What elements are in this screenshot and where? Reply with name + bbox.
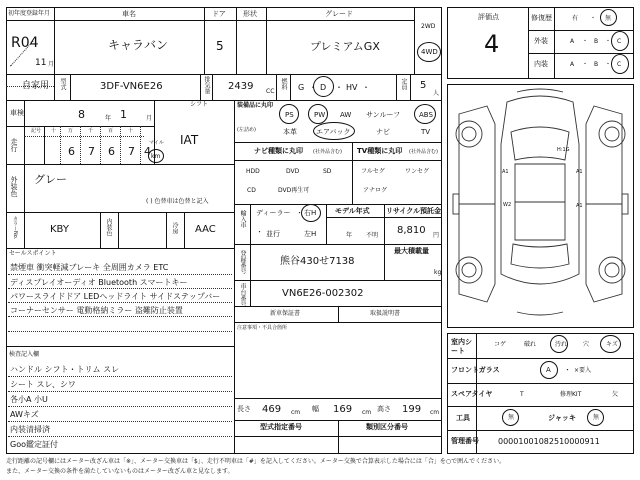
inspector-line-4: AWキズ: [10, 410, 39, 419]
fuel-dot-3: ・: [362, 83, 370, 92]
diagram-w2: W2: [503, 202, 512, 208]
max-load-label: 最大積載量: [394, 247, 429, 255]
diagram-a1-left: A1: [502, 169, 509, 175]
footnote-line-2: また、メーター交換の条件を満たしていないものはメーター改ざん車と見なします。: [6, 468, 234, 475]
drive-circle: [417, 42, 441, 62]
fuel-dot-1: ・: [309, 83, 317, 92]
equipment-leather: 本革: [283, 128, 297, 136]
seat-dirt-circle: [550, 335, 568, 353]
cooler: AAC: [195, 224, 216, 235]
sales-point-line-2: ディスプレイオーディオ Bluetooth スマートキー: [10, 278, 188, 287]
fuel-dot-2: ・: [335, 83, 343, 92]
repair-sep: ・: [590, 15, 597, 22]
seat-scratch-circle: [600, 335, 621, 353]
equipment-abs-circle: [414, 104, 436, 124]
equipment-pw-circle: [308, 104, 328, 124]
import-left: 左H: [304, 230, 317, 238]
shift: IAT: [180, 133, 199, 147]
exterior-label: 外装: [534, 37, 548, 45]
repair-no: 無: [605, 15, 612, 22]
tv-sub: (社外品含む): [409, 149, 438, 155]
navi-sub: (社外品含む): [313, 149, 342, 155]
mileage-unit-1: 十: [51, 128, 57, 134]
plate-label: 登録番号: [239, 250, 246, 274]
tv-fullseg: フルセグ: [361, 168, 385, 175]
score-label: 評価点: [478, 13, 499, 21]
inspector-line-1: ハンドル シフト・トリム スレ: [10, 365, 120, 374]
exterior-c-circle: [611, 31, 629, 51]
reg-year: R04: [11, 35, 39, 51]
drive-2wd: 2WD: [421, 23, 436, 30]
interior-b: B: [594, 61, 599, 68]
reg-month-unit: 月: [48, 61, 55, 68]
displacement: 2439: [228, 81, 254, 92]
seat-hole: 穴: [583, 341, 590, 348]
footnote-line-1: 走行距離の記号欄にはメーター改ざん車は「※」、メーター交換車は「$」、走行不明車は「#」を記入してください。メーター交換で合算表示した場合には「合」を○で囲んでください。: [6, 458, 506, 465]
width-label: 幅: [312, 405, 319, 413]
inspection-month: 1: [120, 108, 127, 121]
spare-kit: 修理KIT: [560, 391, 582, 398]
sales-point-line-3: パワースライドドア LEDヘッドライト サイドステップバー: [10, 292, 221, 301]
color-value: グレー: [34, 173, 67, 186]
front-glass-dot: ・: [564, 366, 571, 374]
equipment-airbag: エアバック: [316, 128, 351, 136]
inspection-year-unit: 年: [105, 115, 112, 122]
inspection-month-unit: 月: [146, 115, 153, 122]
length-label: 長さ: [237, 405, 251, 413]
seat-label: 室内シート: [451, 338, 472, 356]
import-dot-2: ・: [256, 228, 263, 236]
length: 469: [262, 404, 282, 415]
tv-label: TV種類に丸印: [357, 147, 403, 155]
seat-tear: 破れ: [524, 341, 537, 348]
import-dot-1: ・: [296, 209, 303, 217]
width: 169: [333, 404, 353, 415]
reg-month: 11: [35, 58, 47, 68]
spare-t: T: [520, 391, 524, 398]
navi-dvd: DVD: [286, 168, 300, 175]
fuel-circle: [313, 76, 334, 97]
navi-dvd-play: DVD再生可: [278, 187, 310, 194]
inspector-line-2: シート スレ、シワ: [10, 380, 76, 389]
mileage-digit-2: 7: [88, 145, 95, 158]
seat-scratch: キズ: [606, 341, 618, 348]
use-type: 自家用: [22, 81, 50, 91]
tools-none-circle: [502, 409, 519, 426]
mileage-unit-3: 千: [88, 128, 94, 134]
interior-c: C: [617, 61, 622, 68]
inspector-line-5: 内装清掃済: [10, 425, 50, 434]
equipment-sunroof: サンルーフ: [366, 111, 401, 119]
car-damage-diagram: [447, 84, 634, 328]
cc-unit: CC: [266, 88, 275, 95]
equipment-airbag-circle: [313, 122, 355, 140]
import-label: 輸入車: [239, 210, 246, 228]
front-glass-x: ×要入: [574, 367, 592, 374]
new-warranty-label: 新車保証書: [270, 310, 301, 317]
exterior-dot-1: ・: [582, 38, 589, 45]
model-year-unknown: 不明: [366, 232, 379, 239]
type-number-label: 型式指定番号: [260, 423, 302, 431]
mileage-unit-5: 十: [128, 128, 134, 134]
tv-oneseg: ワンセグ: [405, 168, 430, 175]
inspector-line-6: Goo鑑定証付: [10, 440, 58, 449]
sales-point-label: セールスポイント: [9, 250, 57, 257]
door-label: ドア: [212, 10, 226, 18]
height: 199: [402, 404, 422, 415]
mileage-km: km: [151, 153, 161, 160]
interior-color-label: 内装色: [105, 218, 112, 236]
caution-label: 注意事項・不具合箇所: [237, 325, 288, 331]
category-number-label: 類別区分番号: [366, 423, 408, 431]
shift-label: シフト: [190, 101, 209, 108]
inspection-label: 車検: [10, 109, 24, 117]
mileage-km-circle: [148, 149, 164, 163]
capacity-unit: 人: [433, 90, 440, 97]
mileage-digit-3: 6: [108, 145, 115, 158]
length-cm: cm: [291, 409, 301, 416]
recycle-value: 8,810: [397, 225, 426, 236]
car-name-label: 車名: [122, 10, 136, 18]
import-right: 右H: [304, 209, 317, 217]
fuel-hv: HV: [346, 83, 358, 92]
navi-cd: CD: [247, 187, 256, 194]
front-glass-label: フロントガラス: [451, 366, 500, 374]
car-name: キャラバン: [108, 38, 169, 52]
inspector-line-3: 各小A 小U: [10, 395, 48, 404]
mileage-unit-2: 万: [68, 128, 74, 134]
navi-label: ナビ種類に丸印: [254, 147, 303, 155]
displacement-label: 排気量: [203, 76, 210, 94]
navi-sd: SD: [323, 168, 332, 175]
mileage-mile: マイル: [149, 140, 164, 146]
color-note: ( ) 色替車は色替と記入: [146, 198, 209, 205]
interior-a: A: [570, 61, 575, 68]
mileage-memo-label: 記号: [31, 128, 42, 134]
color-no: KBY: [50, 224, 69, 235]
reg-label: 初年度登録年月: [8, 10, 51, 17]
jack-none-circle: [587, 409, 604, 426]
import-right-circle: [301, 204, 321, 222]
seat-dirt: 汚れ: [555, 341, 568, 348]
navi-hdd: HDD: [246, 168, 260, 175]
capacity-label: 定員: [400, 78, 407, 90]
grade: プレミアムGX: [310, 40, 380, 53]
score: 4: [484, 30, 500, 58]
height-label: 高さ: [377, 405, 391, 413]
front-glass-a-circle: [540, 361, 558, 379]
jack-label: ジャッキ: [548, 414, 576, 422]
interior-label: 内装: [534, 60, 548, 68]
exterior-b: B: [594, 38, 599, 45]
diagram-a1-bottom: A1: [576, 203, 583, 209]
equipment-navi: ナビ: [376, 128, 390, 136]
seat-koge: コゲ: [494, 341, 507, 348]
equipment-abs: ABS: [419, 111, 433, 119]
equipment-label: 装備品に丸印: [237, 102, 274, 109]
repair-yes: 有: [572, 15, 579, 22]
import-parallel: 並行: [266, 230, 280, 238]
interior-dot-1: ・: [582, 61, 589, 68]
shape-label: 形状: [243, 10, 257, 18]
tv-analog: アナログ: [363, 187, 388, 194]
mileage-unit-4: 百: [108, 128, 114, 134]
model-year-label: モデル年式: [335, 207, 370, 215]
equipment-ps: PS: [285, 111, 294, 119]
equipment-ps-circle: [279, 104, 299, 124]
width-cm: cm: [362, 409, 372, 416]
management-label: 管理番号: [451, 437, 479, 445]
inspector-label: 検査記入欄: [9, 351, 40, 358]
repair-label: 修復歴: [531, 14, 552, 22]
equipment-sub: (左詰め): [237, 127, 256, 133]
diagram-h-label: H:1G: [557, 147, 570, 153]
diagram-a1-right: A1: [576, 169, 583, 175]
front-glass-a: A: [546, 366, 551, 374]
fuel-d: D: [320, 83, 327, 92]
model-code: 3DF-VN6E26: [100, 81, 163, 92]
height-cm: cm: [430, 409, 440, 416]
inspection-year: 8: [78, 108, 85, 121]
capacity: 5: [420, 80, 427, 91]
grade-label: グレード: [325, 10, 353, 18]
max-load-kg: kg: [434, 269, 442, 276]
drive-4wd: 4WD: [421, 48, 438, 56]
mileage-digit-5: 4: [144, 145, 151, 158]
exterior-a: A: [570, 38, 575, 45]
equipment-pw: PW: [314, 111, 326, 119]
jack-none: 無: [593, 414, 600, 421]
color-no-label: カラーNo.: [12, 216, 18, 240]
recycle-label: リサイクル預託金: [386, 207, 442, 215]
cooler-label: 冷房: [171, 222, 178, 234]
tools-label: 工具: [456, 414, 470, 422]
fuel-label: 燃料: [280, 78, 287, 90]
exterior-dot-2: ・: [605, 38, 612, 45]
color-label: 外装色: [10, 176, 18, 197]
plate: 熊谷430せ7138: [280, 256, 355, 267]
recycle-yen: 円: [433, 232, 440, 239]
doors: 5: [216, 39, 224, 53]
interior-dot-2: ・: [605, 61, 612, 68]
exterior-c: C: [617, 38, 622, 45]
sales-point-line-4: コーナーセンサー 電動格納ミラー 盗難防止装置: [10, 306, 183, 315]
repair-no-circle: [600, 9, 617, 26]
model-label: 型式: [59, 78, 66, 90]
sales-point-line-1: 禁煙車 衝突軽減ブレーキ 全周囲カメラ ETC: [10, 263, 169, 272]
management-number: 00001001082510000911: [498, 437, 600, 446]
tools-none: 無: [508, 414, 515, 421]
spare-label: スペアタイヤ: [451, 390, 493, 398]
interior-c-circle: [611, 54, 629, 74]
chassis-label: 車台番号: [239, 283, 246, 307]
fuel-g: G: [298, 83, 305, 92]
mileage-label: 走行: [10, 138, 18, 152]
import-dealer: ディーラー: [256, 209, 291, 217]
mileage-digit-1: 6: [68, 145, 75, 158]
mileage-digit-4: 7: [128, 145, 135, 158]
model-year-year: 年: [346, 232, 353, 239]
equipment-tv: TV: [421, 128, 431, 136]
equipment-aw: AW: [340, 111, 352, 119]
chassis: VN6E26-002302: [282, 288, 364, 299]
spare-none: 欠: [612, 391, 619, 398]
manual-label: 取扱説明書: [370, 310, 401, 317]
